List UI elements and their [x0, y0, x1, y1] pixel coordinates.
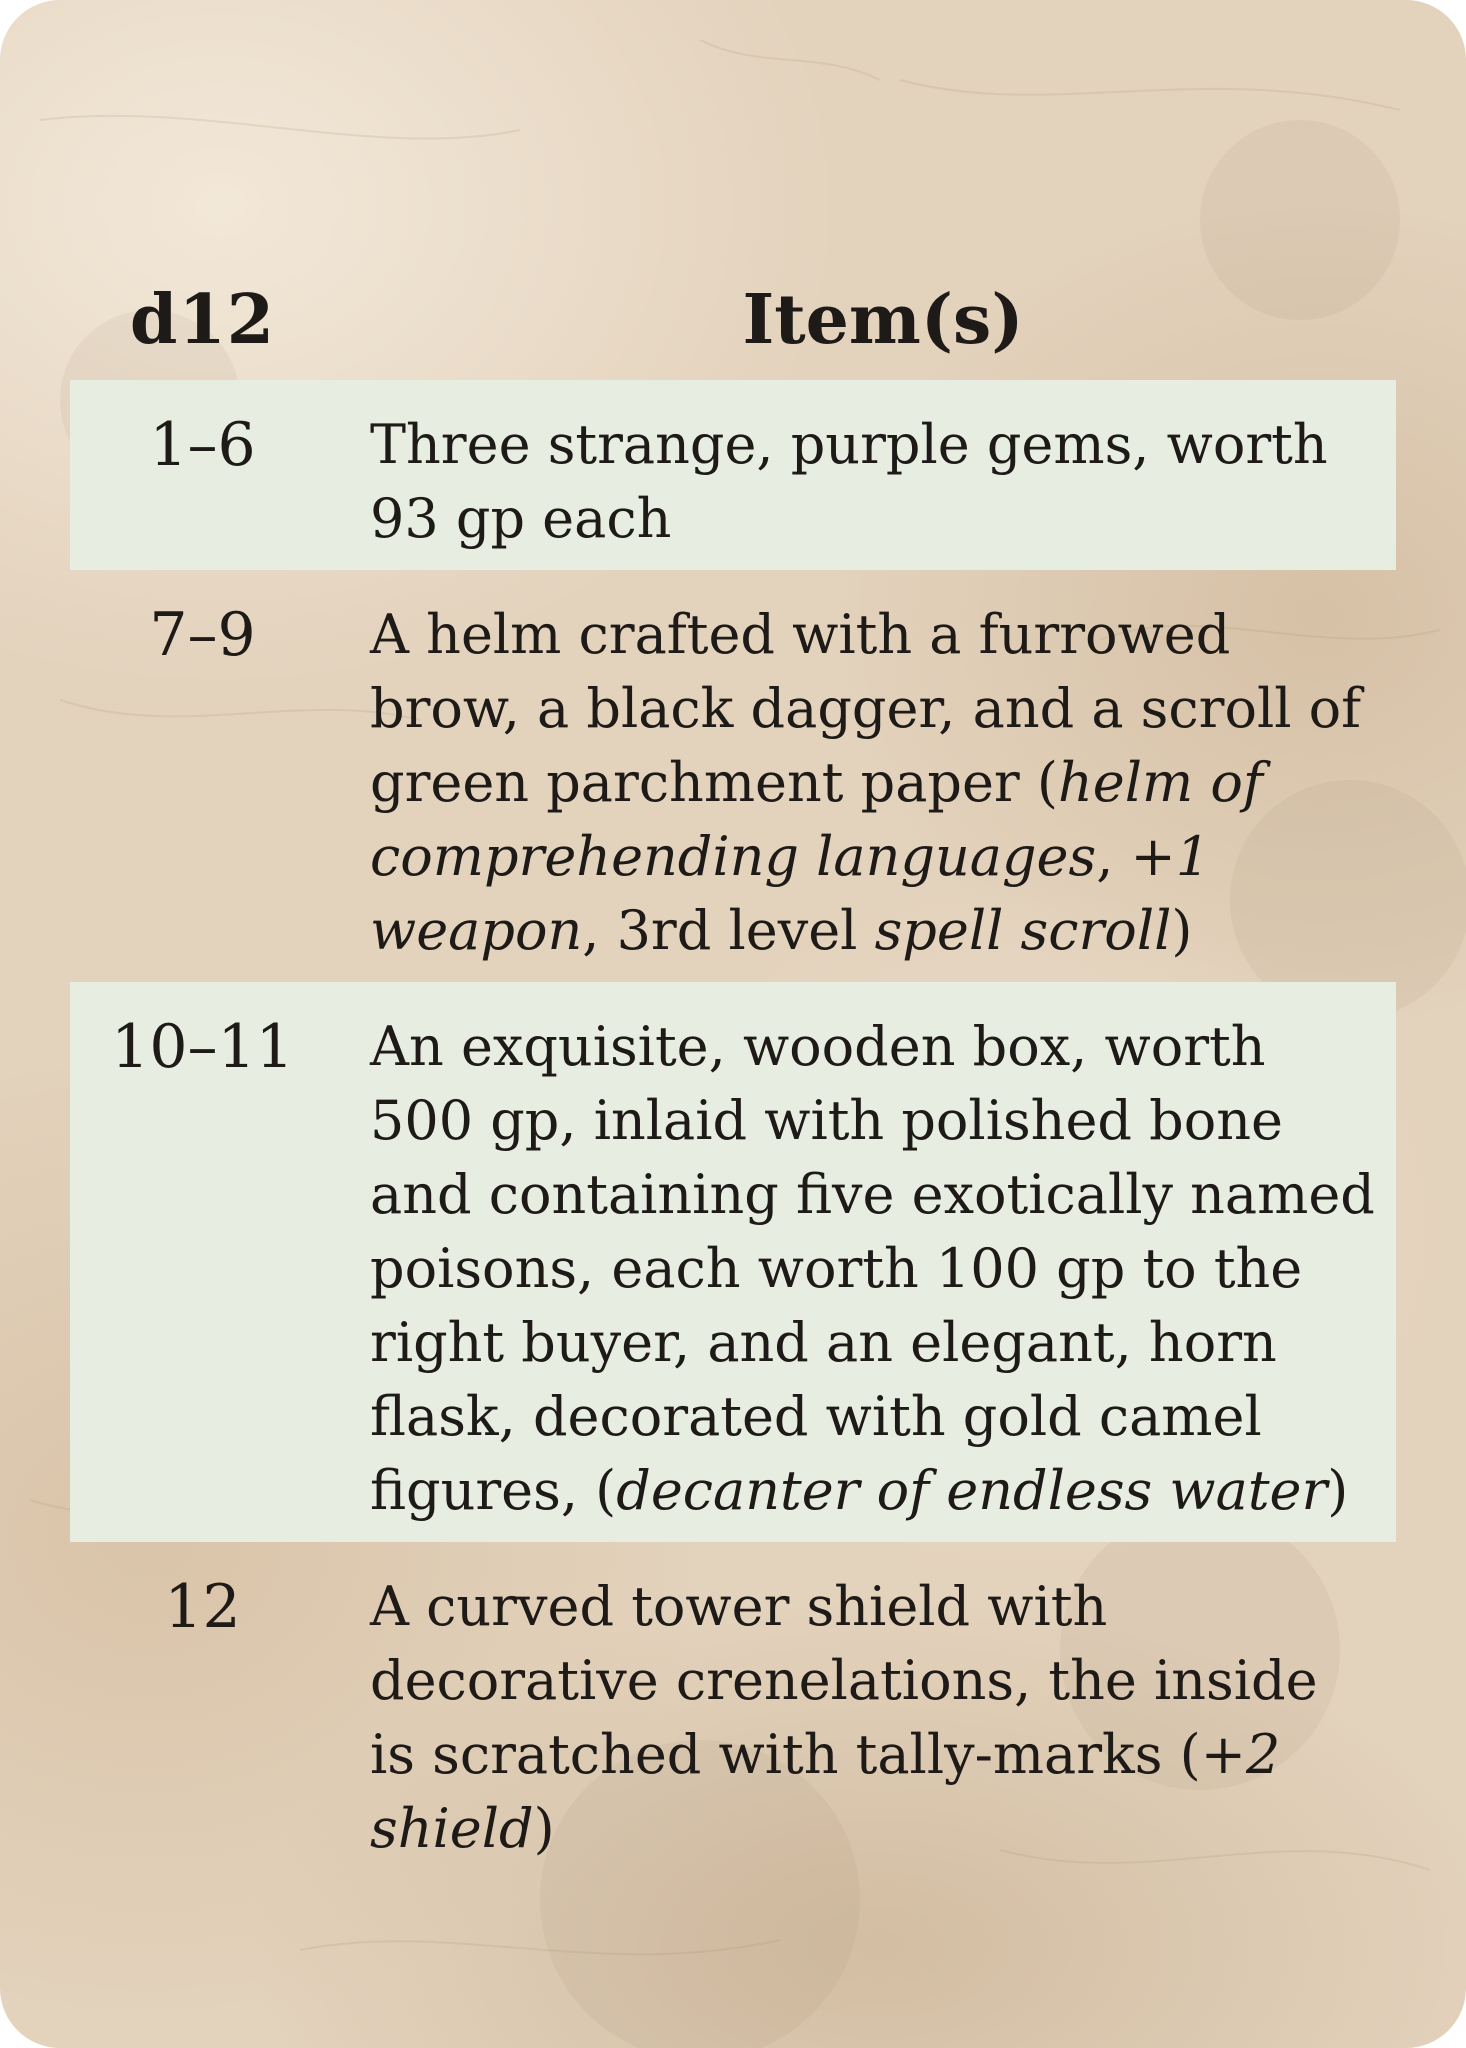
- item-description: [335, 982, 1396, 1542]
- table-row: [70, 570, 1396, 982]
- table-row: [70, 1542, 1396, 1880]
- header-items: Item(s): [742, 280, 1024, 360]
- treasure-table: [70, 270, 1396, 1880]
- magic-item-name: spell scroll: [874, 899, 1172, 962]
- item-description: [335, 380, 1396, 570]
- description-text: ,: [1096, 825, 1131, 888]
- roll-range: 1–6: [149, 410, 256, 480]
- roll-range: 7–9: [149, 600, 256, 670]
- magic-item-name: +2 shield: [370, 1723, 1281, 1860]
- roll-range: 12: [164, 1572, 241, 1642]
- item-description: [335, 570, 1396, 982]
- table-row: [70, 982, 1396, 1542]
- table-body: [70, 380, 1396, 1880]
- magic-item-name: decanter of endless water: [616, 1459, 1328, 1522]
- magic-item-name: helm of comprehending languages: [370, 751, 1263, 888]
- description-text: , 3rd level: [582, 899, 875, 962]
- header-d12: d12: [129, 280, 276, 360]
- description-text: ): [1327, 1459, 1349, 1522]
- description-text: A helm crafted with a furrowed brow, a black dagger, and a scroll of green parchment paper (: [370, 603, 1362, 814]
- description-text: Three strange, purple gems, worth 93 gp each: [370, 413, 1328, 550]
- description-text: ): [533, 1797, 555, 1860]
- description-text: An exquisite, wooden box, worth 500 gp, inlaid with polished bone and containing five exotically named poisons, each worth 100 gp to the right buyer, and an elegant, horn flask, decorated with gold camel figures, (: [370, 1015, 1375, 1522]
- magic-item-name: +1 weapon: [370, 825, 1211, 962]
- description-text: ): [1171, 899, 1193, 962]
- table-header: [70, 270, 1396, 380]
- roll-range: 10–11: [111, 1012, 294, 1082]
- description-text: A curved tower shield with decorative crenelations, the inside is scratched with tally-marks (: [370, 1575, 1318, 1786]
- item-description: [335, 1542, 1396, 1880]
- table-row: [70, 380, 1396, 570]
